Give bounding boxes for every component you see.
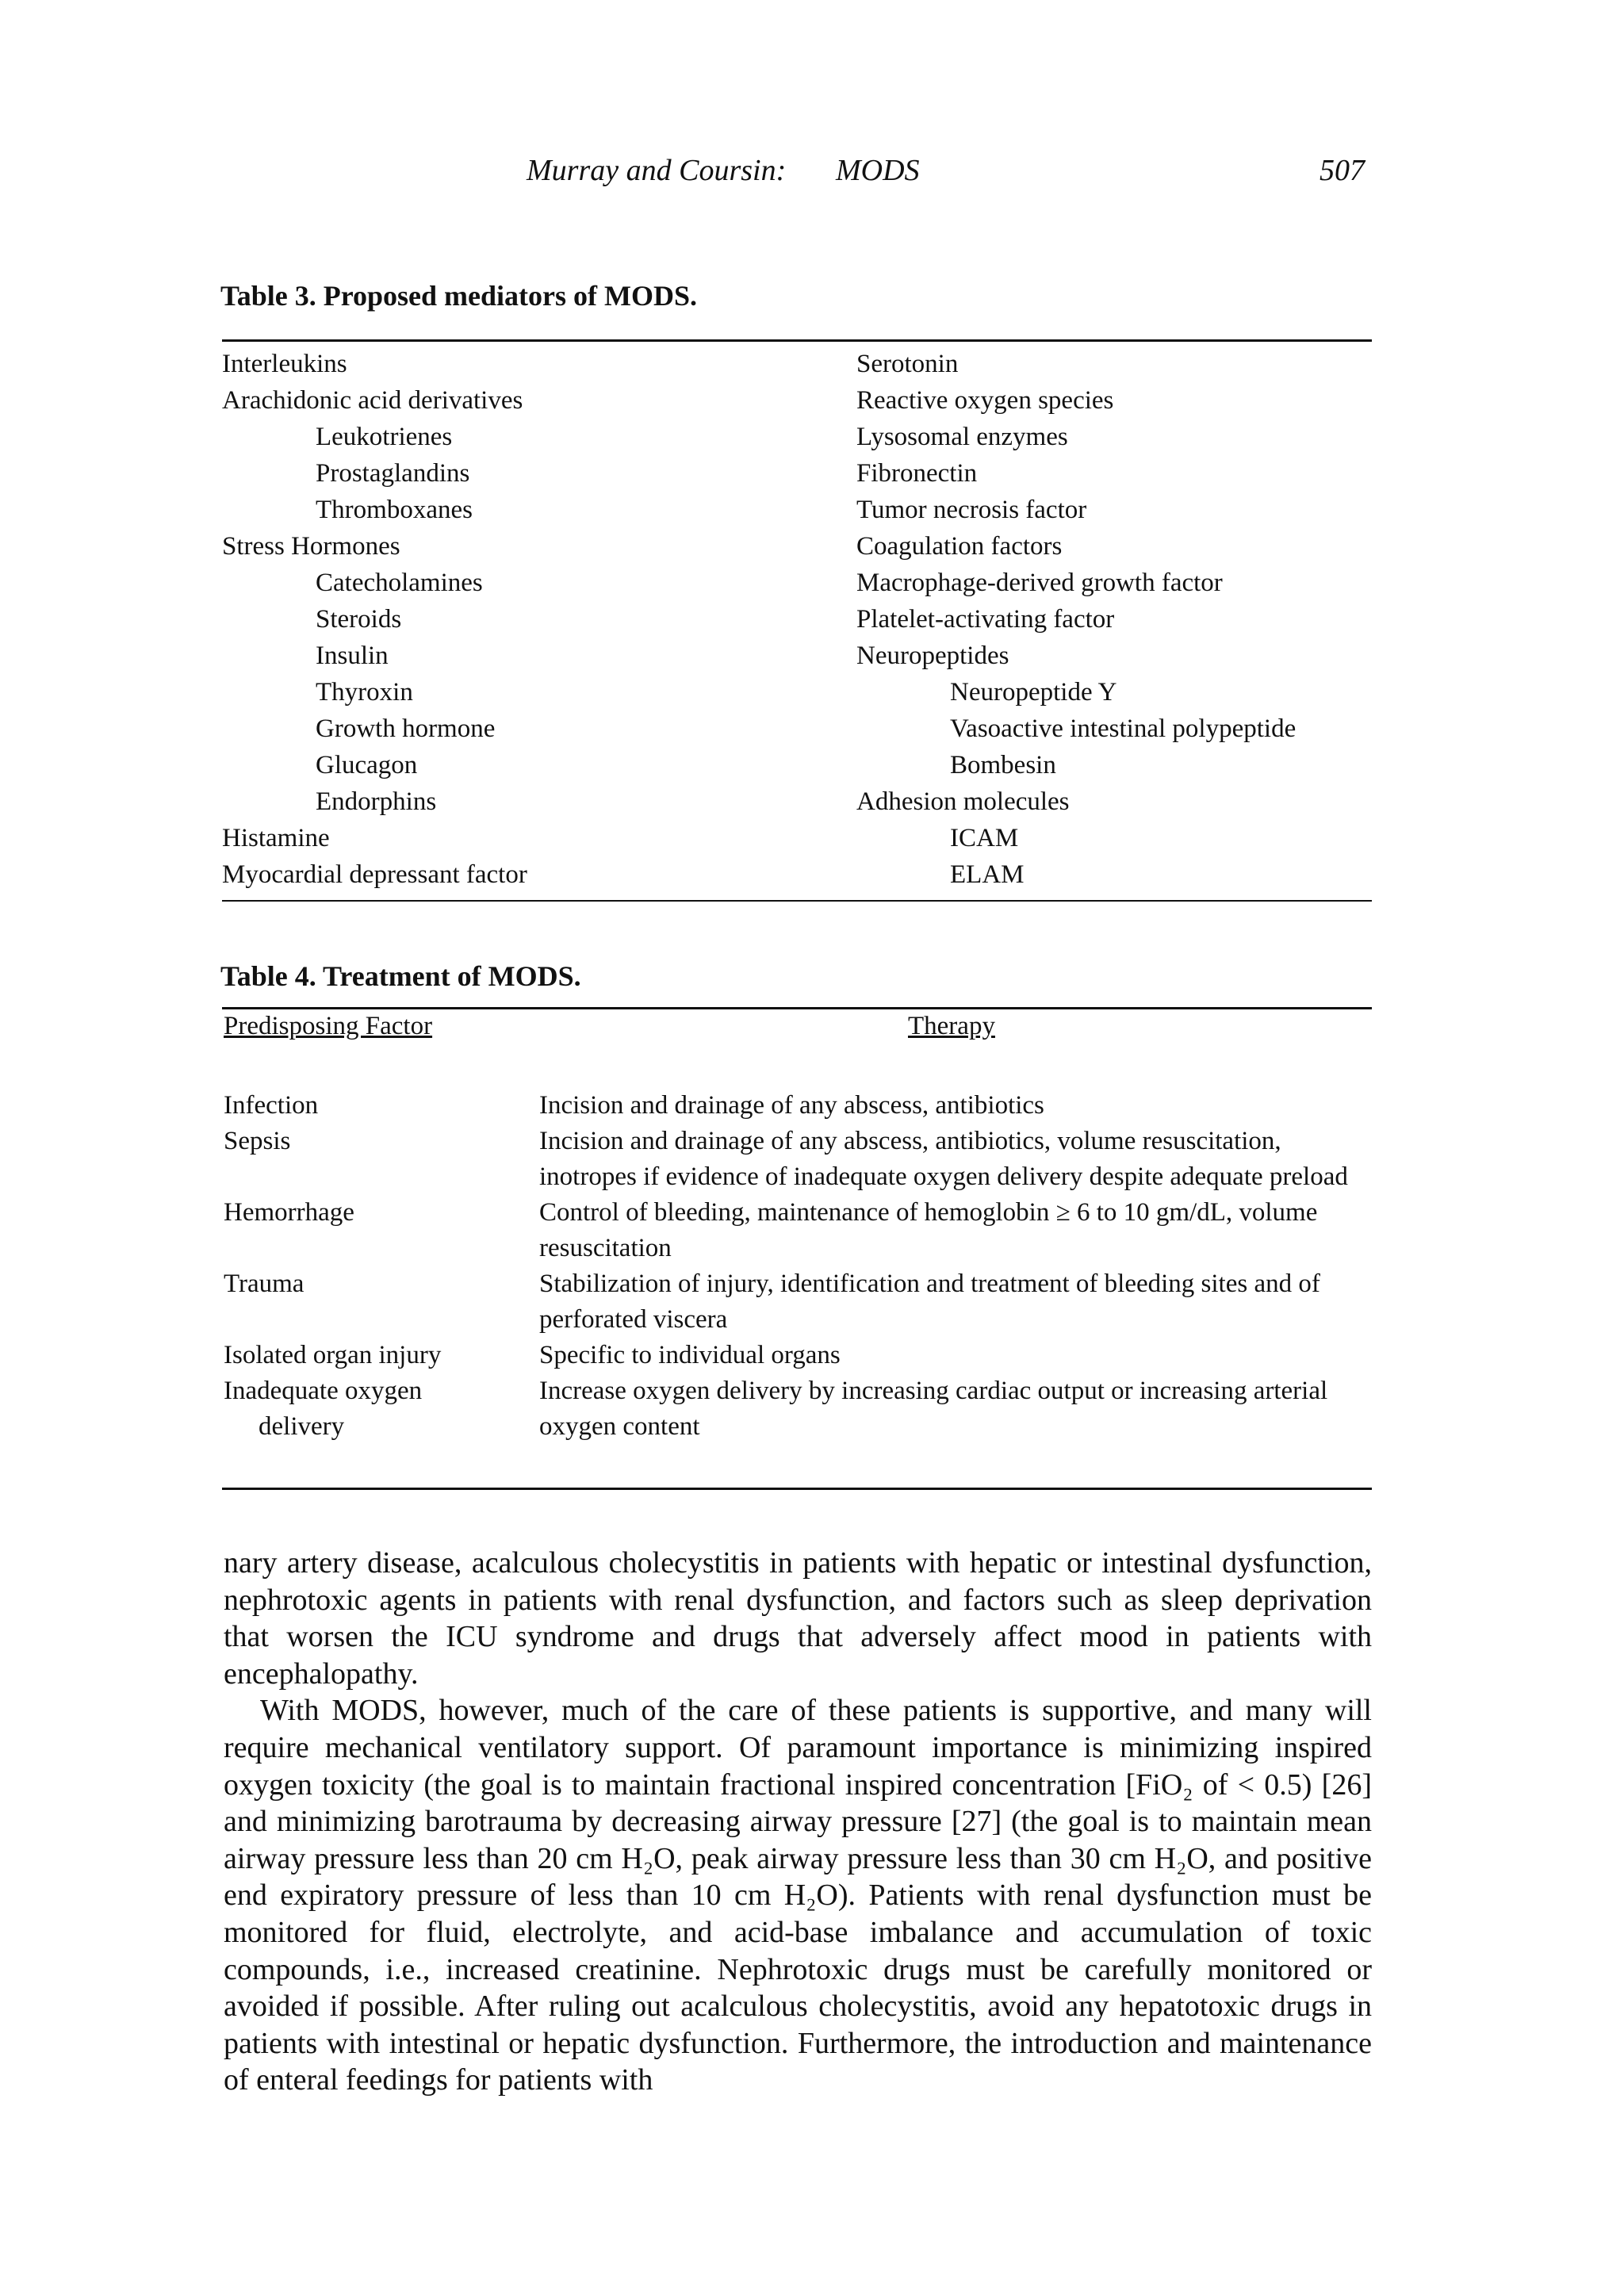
table3-right-column xyxy=(856,346,1296,893)
table4-therapy: Incision and drainage of any abscess, antibiotics, volume resuscitation, inotropes if evidence of inadequate oxygen delivery despite adequate preload xyxy=(539,1127,1348,1191)
table4-therapy: Increase oxygen delivery by increasing cardiac output or increasing arterial oxygen content xyxy=(539,1377,1328,1441)
table4-factor-continuation: delivery xyxy=(259,1412,345,1441)
table4-therapy: Incision and drainage of any abscess, antibiotics xyxy=(539,1091,1044,1120)
table4-factor: Sepsis xyxy=(224,1127,291,1155)
table4-factor: Trauma xyxy=(224,1270,304,1298)
table3-left-subitem: Leukotrienes xyxy=(316,423,453,451)
table3-right-item: Macrophage-derived growth factor xyxy=(856,569,1223,597)
table3-left-subitem: Glucagon xyxy=(316,751,418,779)
page-number: 507 xyxy=(1320,154,1365,187)
table3-left-item: Myocardial depressant factor xyxy=(222,860,527,889)
table3-left-item: Interleukins xyxy=(222,350,347,378)
table-row xyxy=(224,1195,1372,1266)
table4-top-rule xyxy=(222,1007,1372,1009)
paragraph: With MODS, however, much of the care of these patients is supportive, and many will require mechanical ventilatory support. Of paramount importance is minimizing inspired oxygen toxicity (the goal is to maintain fractional inspired concentration [FiO₂ of < 0.5) [26] and minimizing barotrauma by decreasing airway pressure [27] (the goal is to maintain mean airway pressure less than 20 cm H₂O, peak airway pressure less than 30 cm H₂O, and positive end expiratory pressure of less than 10 cm H₂O). Patients with renal dysfunction must be monitored for fluid, electrolyte, and acid-base imbalance and accumulation of toxic compounds, i.e., increased creatinine. Nephrotoxic drugs must be carefully monitored or avoided if possible. After ruling out acalculous cholecystitis, avoid any hepatotoxic drugs in patients with intestinal or hepatic dysfunction. Furthermore, the introduction and maintenance of enteral feedings for patients with xyxy=(224,1694,1372,2097)
table3-right-item: Serotonin xyxy=(856,350,959,378)
table3-right-item: Fibronectin xyxy=(856,459,978,488)
table4-factor-cell xyxy=(224,1373,539,1445)
table3-left-subitem: Steroids xyxy=(316,605,402,634)
table3-right-subitem: Vasoactive intestinal polypeptide xyxy=(950,714,1297,743)
table3-right-subitem: ICAM xyxy=(950,824,1019,852)
table3-left-item: Arachidonic acid derivatives xyxy=(222,386,523,415)
table3-right-item: Neuropeptides xyxy=(856,641,1009,670)
table4-therapy: Stabilization of injury, identification and treatment of bleeding sites and of perforated viscera xyxy=(539,1270,1320,1334)
table4-factor: Isolated organ injury xyxy=(224,1341,442,1369)
table3-left-item: Stress Hormones xyxy=(222,532,400,561)
table3-right-item: Coagulation factors xyxy=(856,532,1063,561)
table3-right-subitem: Bombesin xyxy=(950,751,1056,779)
table3-left-item: Histamine xyxy=(222,824,330,852)
table3-left-subitem: Prostaglandins xyxy=(316,459,470,488)
running-head-short-title: MODS xyxy=(836,154,920,187)
table3-left-subitem: Endorphins xyxy=(316,787,437,816)
table3-left-column xyxy=(222,346,527,893)
table3-right-item: Adhesion molecules xyxy=(856,787,1070,816)
table4-factor: Inadequate oxygen xyxy=(224,1377,423,1405)
table3-right-item: Lysosomal enzymes xyxy=(856,423,1068,451)
table3-left-subitem: Growth hormone xyxy=(316,714,496,743)
table4-header-factor: Predisposing Factor xyxy=(224,1012,433,1040)
table3-right-item: Reactive oxygen species xyxy=(856,386,1114,415)
table-row xyxy=(224,1266,1372,1338)
table3-right-subitem: Neuropeptide Y xyxy=(950,678,1117,707)
table3-left-subitem: Thromboxanes xyxy=(316,496,473,524)
table3-right-subitem: ELAM xyxy=(950,860,1025,889)
table3-left-subitem: Catecholamines xyxy=(316,569,483,597)
table4-header-therapy: Therapy xyxy=(908,1012,995,1040)
table-row xyxy=(224,1124,1372,1195)
table3-left-subitem: Insulin xyxy=(316,641,389,670)
table4-bottom-rule xyxy=(222,1488,1372,1490)
table3-caption: Table 3. Proposed mediators of MODS. xyxy=(220,280,698,312)
table4-therapy: Control of bleeding, maintenance of hemoglobin ≥ 6 to 10 gm/dL, volume resuscitation xyxy=(539,1198,1318,1262)
running-head-authors: Murray and Coursin: xyxy=(527,154,787,187)
table-row xyxy=(224,1088,1372,1124)
table3-right-item: Tumor necrosis factor xyxy=(856,496,1087,524)
table4-factor: Infection xyxy=(224,1091,319,1120)
table3-top-rule xyxy=(222,339,1372,342)
table4-therapy: Specific to individual organs xyxy=(539,1341,841,1369)
table-row xyxy=(224,1338,1372,1373)
body-text xyxy=(224,1545,1372,2099)
table4-caption: Table 4. Treatment of MODS. xyxy=(220,960,581,992)
table3-left-subitem: Thyroxin xyxy=(316,678,413,707)
paragraph: nary artery disease, acalculous cholecystitis in patients with hepatic or intestinal dysfunction, nephrotoxic agents in patients with renal dysfunction, and factors such as sleep deprivation that worsen the ICU syndrome and drugs that adversely affect mood in patients with encephalopathy. xyxy=(224,1546,1372,1691)
table3-right-item: Platelet-activating factor xyxy=(856,605,1115,634)
table3-bottom-rule xyxy=(222,900,1372,902)
table4-factor: Hemorrhage xyxy=(224,1198,354,1227)
table4-body xyxy=(224,1088,1372,1445)
running-head xyxy=(0,153,1624,194)
table-row xyxy=(224,1373,1372,1445)
